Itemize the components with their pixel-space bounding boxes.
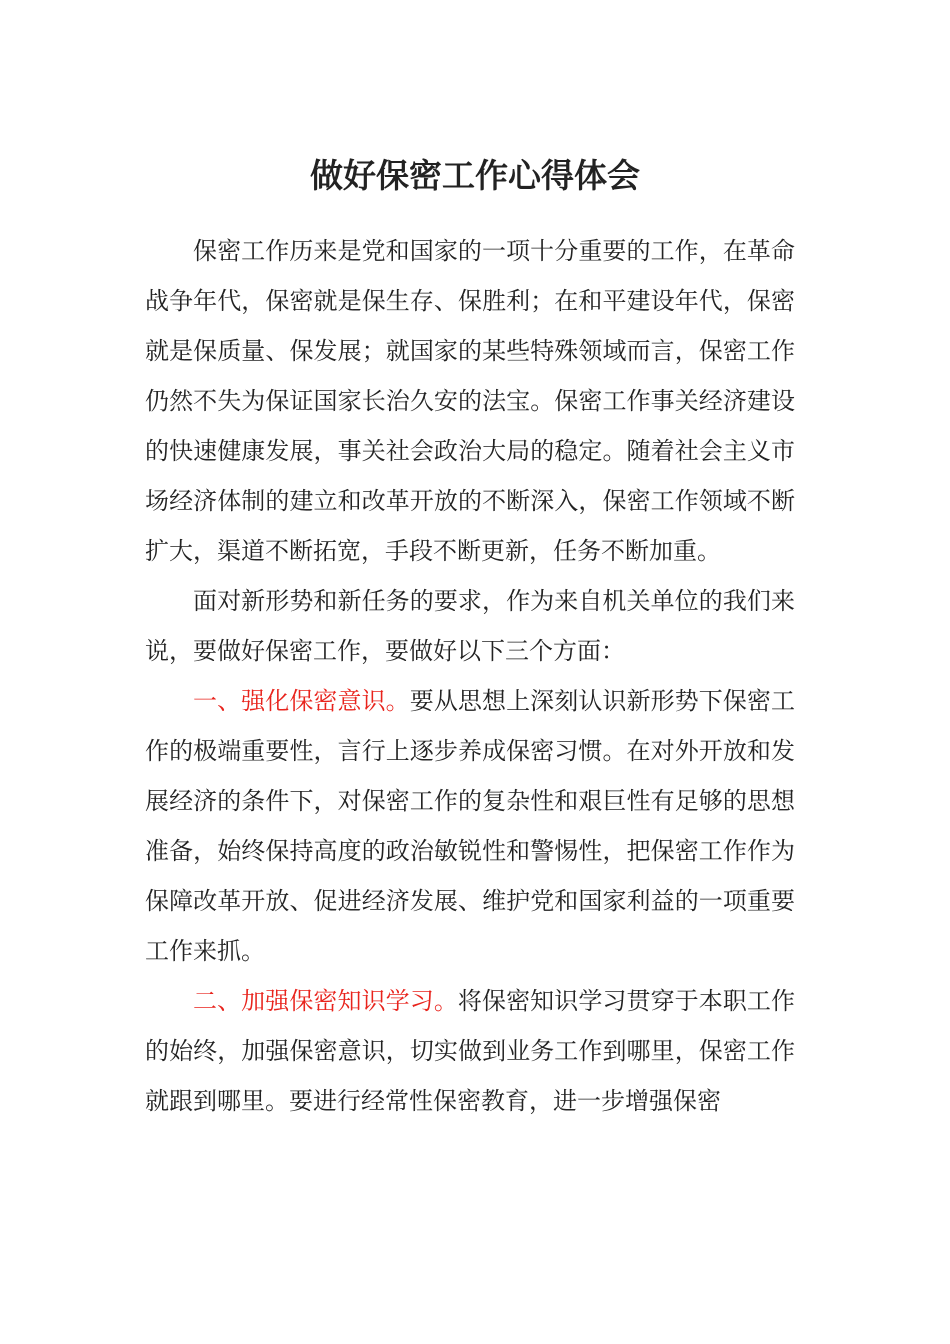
paragraph-intro xyxy=(145,226,795,576)
document-body xyxy=(145,226,795,1126)
paragraph-intro-text: 保密工作历来是党和国家的一项十分重要的工作，在革命战争年代，保密就是保生存、保胜利；在和平建设年代，保密就是保质量、保发展；就国家的某些特殊领域而言，保密工作仍然不失为保证国家长治久安的法宝。保密工作事关经济建设的快速健康发展，事关社会政治大局的稳定。随着社会主义市场经济体制的建立和改革开放的不断深入，保密工作领域不断扩大，渠道不断拓宽，手段不断更新，任务不断加重。 xyxy=(145,237,795,565)
point-one-heading: 一、强化保密意识。 xyxy=(193,687,410,715)
document-title: 做好保密工作心得体会 xyxy=(310,156,640,195)
point-two-text: 将保密知识学习贯穿于本职工作的始终，加强保密意识，切实做到业务工作到哪里，保密工作就跟到哪里。要进行经常性保密教育，进一步增强保密 xyxy=(145,987,796,1115)
paragraph-point-two xyxy=(145,976,795,1126)
point-two-heading: 二、加强保密知识学习。 xyxy=(193,987,458,1015)
paragraph-requirements-text: 面对新形势和新任务的要求，作为来自机关单位的我们来说，要做好保密工作，要做好以下三个方面： xyxy=(145,587,795,665)
point-one-text: 要从思想上深刻认识新形势下保密工作的极端重要性，言行上逐步养成保密习惯。在对外开放和发展经济的条件下，对保密工作的复杂性和艰巨性有足够的思想准备，始终保持高度的政治敏锐性和警惕性，把保密工作作为保障改革开放、促进经济发展、维护党和国家利益的一项重要工作来抓。 xyxy=(145,687,795,965)
paragraph-point-one xyxy=(145,676,795,976)
paragraph-requirements xyxy=(145,576,795,676)
